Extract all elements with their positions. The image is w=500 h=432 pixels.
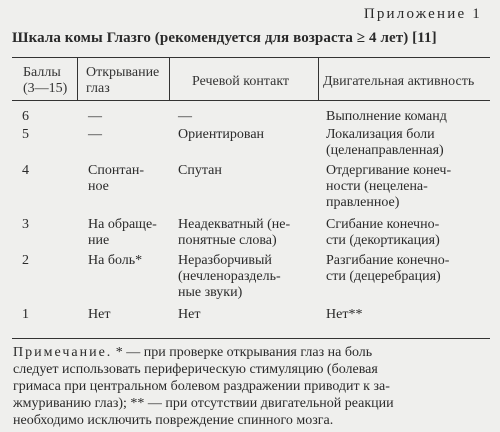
column-header-motor: Двигательная активность [323, 74, 475, 89]
row-5-verbal: Ориентирован [178, 127, 265, 142]
document-title: Шкала комы Глазго (рекомендуется для возраста ≥ 4 лет) [11] [12, 30, 437, 46]
row-6-motor: Выполнение команд [326, 109, 447, 124]
row-3-eyes: На обраще- ние [88, 217, 157, 248]
row-2-motor: Разгибание конечно- сти (децеребрация) [326, 253, 450, 284]
row-6-score: 6 [22, 109, 29, 124]
footnote [13, 344, 483, 429]
row-3-score: 3 [22, 217, 29, 232]
footnote-title: Примечание. [13, 345, 113, 360]
row-4-motor: Отдергивание конеч- ности (нецелена- правленное) [326, 163, 452, 210]
row-2-eyes: На боль* [88, 253, 143, 268]
row-1-verbal: Нет [178, 307, 201, 322]
footnote-line-3: гримаса при центральном болевом раздражении приводит к за- [13, 379, 390, 394]
column-header-eyes: Открывание глаз [86, 65, 160, 96]
table-top-rule [12, 57, 490, 58]
row-6-eyes: — [88, 109, 102, 124]
header-divider-3 [318, 58, 319, 100]
header-divider-1 [77, 58, 78, 100]
column-header-verbal: Речевой контакт [192, 74, 290, 89]
row-6-verbal: — [178, 109, 192, 124]
footnote-line-1 [13, 344, 483, 361]
table-header-bottom-rule [12, 100, 490, 101]
row-4-eyes: Спонтан- ное [88, 163, 144, 194]
row-1-eyes: Нет [88, 307, 111, 322]
column-header-score: Баллы (3—15) [23, 65, 68, 96]
row-4-verbal: Спутан [178, 163, 222, 178]
row-4-score: 4 [22, 163, 29, 178]
row-3-verbal: Неадекватный (не- понятные слова) [178, 217, 291, 248]
appendix-label: Приложение 1 [363, 6, 482, 22]
footnote-line-2: следует использовать периферическую стимуляцию (болевая [13, 362, 378, 377]
header-divider-2 [169, 58, 170, 100]
row-5-motor: Локализация боли (целенаправленная) [326, 127, 444, 158]
row-1-score: 1 [22, 307, 29, 322]
row-3-motor: Сгибание конечно- сти (декортикация) [326, 217, 440, 248]
row-5-score: 5 [22, 127, 29, 142]
row-1-motor: Нет** [326, 307, 363, 322]
table-bottom-rule [12, 338, 490, 339]
row-2-verbal: Неразборчивый (нечленораздель- ные звуки) [178, 253, 281, 300]
row-5-eyes: — [88, 127, 102, 142]
row-2-score: 2 [22, 253, 29, 268]
footnote-line-4: жмуриванию глаз); ** — при отсутствии двигательной реакции [13, 396, 394, 411]
footnote-line-5: необходимо исключить повреждение спинного мозга. [13, 413, 334, 428]
footnote-text-1: * — при проверке открывания глаз на боль [115, 345, 373, 360]
